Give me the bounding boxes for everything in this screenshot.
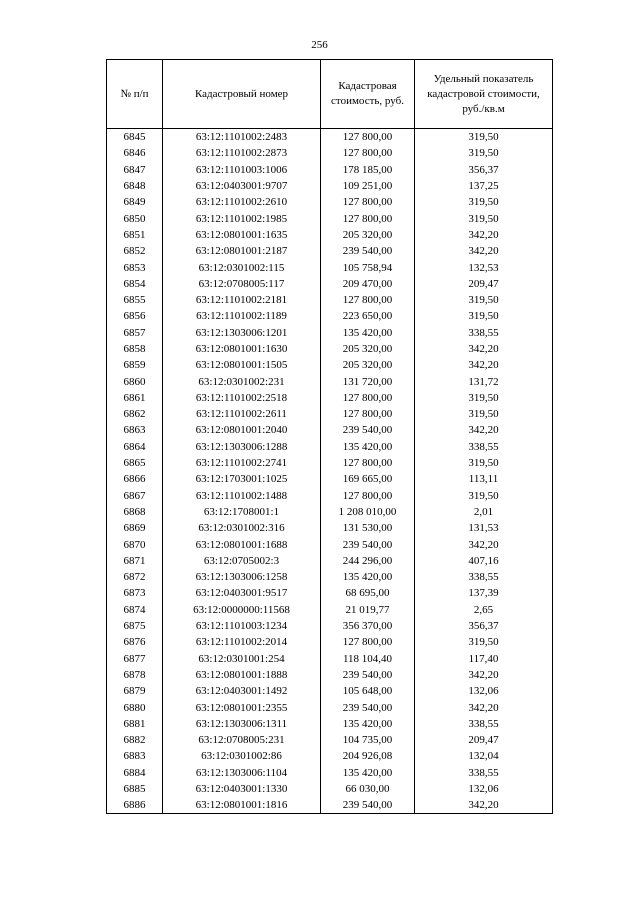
cadastral-number: 63:12:1101002:2610: [163, 194, 321, 210]
cadastral-value: 205 320,00: [321, 357, 415, 373]
specific-value: 319,50: [415, 634, 553, 650]
cadastral-value: 205 320,00: [321, 227, 415, 243]
table-row: [107, 243, 553, 259]
cadastral-value: 239 540,00: [321, 797, 415, 814]
specific-value: 2,01: [415, 504, 553, 520]
table-body: [107, 129, 553, 814]
cadastral-value: 239 540,00: [321, 243, 415, 259]
table-row: [107, 422, 553, 438]
cadastral-number: 63:12:0301002:115: [163, 259, 321, 275]
row-num: 6870: [107, 536, 163, 552]
table-row: [107, 618, 553, 634]
table-row: [107, 471, 553, 487]
row-num: 6868: [107, 504, 163, 520]
row-num: 6880: [107, 699, 163, 715]
cadastral-number: 63:12:0801001:1688: [163, 536, 321, 552]
row-num: 6885: [107, 781, 163, 797]
specific-value: 342,20: [415, 536, 553, 552]
cadastral-value: 127 800,00: [321, 194, 415, 210]
cadastral-value: 239 540,00: [321, 667, 415, 683]
row-num: 6857: [107, 325, 163, 341]
cadastral-number: 63:12:1101002:2611: [163, 406, 321, 422]
row-num: 6845: [107, 129, 163, 146]
specific-value: 342,20: [415, 341, 553, 357]
specific-value: 319,50: [415, 455, 553, 471]
specific-value: 342,20: [415, 357, 553, 373]
cadastral-number: 63:12:0708005:117: [163, 276, 321, 292]
cadastral-value: 135 420,00: [321, 765, 415, 781]
specific-value: 319,50: [415, 129, 553, 146]
cadastral-number: 63:12:1101002:1985: [163, 210, 321, 226]
specific-value: 342,20: [415, 422, 553, 438]
row-num: 6856: [107, 308, 163, 324]
row-num: 6871: [107, 553, 163, 569]
table-row: [107, 699, 553, 715]
row-num: 6862: [107, 406, 163, 422]
row-num: 6851: [107, 227, 163, 243]
cadastral-number: 63:12:0301001:254: [163, 651, 321, 667]
cadastral-value: 127 800,00: [321, 634, 415, 650]
cadastral-number: 63:12:0801001:1630: [163, 341, 321, 357]
specific-value: 342,20: [415, 667, 553, 683]
table-row: [107, 406, 553, 422]
cadastral-value: 127 800,00: [321, 406, 415, 422]
cadastral-number: 63:12:1303006:1104: [163, 765, 321, 781]
cadastral-number: 63:12:0801001:1816: [163, 797, 321, 814]
row-num: 6850: [107, 210, 163, 226]
row-num: 6877: [107, 651, 163, 667]
specific-value: 132,04: [415, 748, 553, 764]
table-row: [107, 683, 553, 699]
cadastral-value: 109 251,00: [321, 178, 415, 194]
cadastral-number: 63:12:1101002:2181: [163, 292, 321, 308]
row-num: 6864: [107, 439, 163, 455]
table-row: [107, 634, 553, 650]
specific-value: 137,25: [415, 178, 553, 194]
row-num: 6874: [107, 602, 163, 618]
table-row: [107, 129, 553, 146]
specific-value: 342,20: [415, 797, 553, 814]
table-header-row: [107, 60, 553, 129]
row-num: 6848: [107, 178, 163, 194]
row-num: 6879: [107, 683, 163, 699]
cadastral-value: 68 695,00: [321, 585, 415, 601]
specific-value: 319,50: [415, 308, 553, 324]
row-num: 6855: [107, 292, 163, 308]
row-num: 6847: [107, 162, 163, 178]
cadastral-number: 63:12:1101002:2741: [163, 455, 321, 471]
specific-value: 319,50: [415, 406, 553, 422]
table-row: [107, 716, 553, 732]
cadastral-value: 131 720,00: [321, 373, 415, 389]
cadastral-value: 127 800,00: [321, 390, 415, 406]
specific-value: 132,06: [415, 683, 553, 699]
specific-value: 132,06: [415, 781, 553, 797]
cadastral-value: 178 185,00: [321, 162, 415, 178]
header-specific-value: Удельный показатель кадастровой стоимости, руб./кв.м: [415, 60, 553, 129]
cadastral-value: 105 758,94: [321, 259, 415, 275]
cadastral-number: 63:12:1101003:1006: [163, 162, 321, 178]
table-row: [107, 667, 553, 683]
cadastral-value: 239 540,00: [321, 536, 415, 552]
specific-value: 319,50: [415, 390, 553, 406]
cadastral-number: 63:12:0403001:9707: [163, 178, 321, 194]
row-num: 6872: [107, 569, 163, 585]
table-row: [107, 341, 553, 357]
row-num: 6863: [107, 422, 163, 438]
cadastral-number: 63:12:1708001:1: [163, 504, 321, 520]
cadastral-value: 21 019,77: [321, 602, 415, 618]
cadastral-value: 205 320,00: [321, 341, 415, 357]
table-row: [107, 194, 553, 210]
cadastral-value: 127 800,00: [321, 145, 415, 161]
cadastral-number: 63:12:0301002:316: [163, 520, 321, 536]
specific-value: 338,55: [415, 716, 553, 732]
specific-value: 113,11: [415, 471, 553, 487]
table-row: [107, 455, 553, 471]
cadastral-value: 223 650,00: [321, 308, 415, 324]
specific-value: 209,47: [415, 732, 553, 748]
cadastral-value: 239 540,00: [321, 422, 415, 438]
cadastral-value: 127 800,00: [321, 129, 415, 146]
cadastral-value: 127 800,00: [321, 292, 415, 308]
table-row: [107, 259, 553, 275]
specific-value: 338,55: [415, 325, 553, 341]
row-num: 6861: [107, 390, 163, 406]
specific-value: 338,55: [415, 765, 553, 781]
row-num: 6878: [107, 667, 163, 683]
cadastral-number: 63:12:1101003:1234: [163, 618, 321, 634]
table-row: [107, 488, 553, 504]
table-row: [107, 162, 553, 178]
row-num: 6882: [107, 732, 163, 748]
row-num: 6876: [107, 634, 163, 650]
table-row: [107, 276, 553, 292]
row-num: 6873: [107, 585, 163, 601]
cadastral-value: 135 420,00: [321, 569, 415, 585]
table-row: [107, 797, 553, 814]
table-row: [107, 178, 553, 194]
table-row: [107, 439, 553, 455]
table-row: [107, 504, 553, 520]
cadastral-value: 66 030,00: [321, 781, 415, 797]
row-num: 6886: [107, 797, 163, 814]
cadastral-value: 135 420,00: [321, 325, 415, 341]
table-row: [107, 292, 553, 308]
table-row: [107, 520, 553, 536]
specific-value: 319,50: [415, 194, 553, 210]
cadastral-number: 63:12:0000000:11568: [163, 602, 321, 618]
cadastral-value: 135 420,00: [321, 439, 415, 455]
row-num: 6865: [107, 455, 163, 471]
specific-value: 209,47: [415, 276, 553, 292]
specific-value: 342,20: [415, 227, 553, 243]
specific-value: 342,20: [415, 699, 553, 715]
table-row: [107, 569, 553, 585]
cadastral-value: 127 800,00: [321, 488, 415, 504]
cadastral-number: 63:12:1303006:1311: [163, 716, 321, 732]
specific-value: 117,40: [415, 651, 553, 667]
row-num: 6883: [107, 748, 163, 764]
cadastral-number: 63:12:0301002:231: [163, 373, 321, 389]
specific-value: 319,50: [415, 210, 553, 226]
table-row: [107, 390, 553, 406]
row-num: 6854: [107, 276, 163, 292]
header-num: № п/п: [107, 60, 163, 129]
row-num: 6846: [107, 145, 163, 161]
cadastral-number: 63:12:0801001:1888: [163, 667, 321, 683]
cadastral-number: 63:12:1101002:2014: [163, 634, 321, 650]
specific-value: 407,16: [415, 553, 553, 569]
row-num: 6881: [107, 716, 163, 732]
specific-value: 131,53: [415, 520, 553, 536]
cadastral-table: [106, 59, 553, 814]
header-cadastral-number: Кадастровый номер: [163, 60, 321, 129]
cadastral-value: 104 735,00: [321, 732, 415, 748]
cadastral-number: 63:12:1101002:2873: [163, 145, 321, 161]
cadastral-number: 63:12:0403001:1330: [163, 781, 321, 797]
cadastral-number: 63:12:0403001:9517: [163, 585, 321, 601]
row-num: 6875: [107, 618, 163, 634]
table-row: [107, 357, 553, 373]
table-row: [107, 308, 553, 324]
row-num: 6869: [107, 520, 163, 536]
row-num: 6853: [107, 259, 163, 275]
table-row: [107, 145, 553, 161]
cadastral-value: 105 648,00: [321, 683, 415, 699]
table-row: [107, 781, 553, 797]
specific-value: 338,55: [415, 569, 553, 585]
cadastral-value: 135 420,00: [321, 716, 415, 732]
cadastral-value: 118 104,40: [321, 651, 415, 667]
specific-value: 319,50: [415, 145, 553, 161]
cadastral-number: 63:12:0801001:1635: [163, 227, 321, 243]
row-num: 6858: [107, 341, 163, 357]
specific-value: 342,20: [415, 243, 553, 259]
cadastral-value: 131 530,00: [321, 520, 415, 536]
cadastral-number: 63:12:0705002:3: [163, 553, 321, 569]
table-row: [107, 227, 553, 243]
table-row: [107, 373, 553, 389]
cadastral-value: 127 800,00: [321, 455, 415, 471]
table-row: [107, 210, 553, 226]
table-row: [107, 553, 553, 569]
table-row: [107, 732, 553, 748]
row-num: 6849: [107, 194, 163, 210]
cadastral-value: 1 208 010,00: [321, 504, 415, 520]
table-row: [107, 536, 553, 552]
specific-value: 356,37: [415, 162, 553, 178]
cadastral-value: 169 665,00: [321, 471, 415, 487]
row-num: 6860: [107, 373, 163, 389]
row-num: 6867: [107, 488, 163, 504]
specific-value: 319,50: [415, 292, 553, 308]
row-num: 6866: [107, 471, 163, 487]
specific-value: 137,39: [415, 585, 553, 601]
page-number: 256: [311, 39, 328, 51]
cadastral-number: 63:12:1303006:1288: [163, 439, 321, 455]
table-row: [107, 765, 553, 781]
cadastral-number: 63:12:1703001:1025: [163, 471, 321, 487]
table-row: [107, 651, 553, 667]
cadastral-number: 63:12:1101002:2483: [163, 129, 321, 146]
table-row: [107, 602, 553, 618]
cadastral-number: 63:12:0801001:1505: [163, 357, 321, 373]
cadastral-number: 63:12:0708005:231: [163, 732, 321, 748]
cadastral-number: 63:12:0403001:1492: [163, 683, 321, 699]
cadastral-number: 63:12:0801001:2355: [163, 699, 321, 715]
specific-value: 131,72: [415, 373, 553, 389]
cadastral-value: 209 470,00: [321, 276, 415, 292]
cadastral-number: 63:12:1101002:1488: [163, 488, 321, 504]
specific-value: 338,55: [415, 439, 553, 455]
cadastral-value: 356 370,00: [321, 618, 415, 634]
row-num: 6884: [107, 765, 163, 781]
cadastral-number: 63:12:0301002:86: [163, 748, 321, 764]
cadastral-value: 127 800,00: [321, 210, 415, 226]
cadastral-value: 239 540,00: [321, 699, 415, 715]
cadastral-number: 63:12:1303006:1201: [163, 325, 321, 341]
specific-value: 132,53: [415, 259, 553, 275]
specific-value: 319,50: [415, 488, 553, 504]
cadastral-number: 63:12:1101002:2518: [163, 390, 321, 406]
cadastral-number: 63:12:1303006:1258: [163, 569, 321, 585]
table-row: [107, 325, 553, 341]
specific-value: 356,37: [415, 618, 553, 634]
row-num: 6859: [107, 357, 163, 373]
cadastral-value: 244 296,00: [321, 553, 415, 569]
table-row: [107, 748, 553, 764]
specific-value: 2,65: [415, 602, 553, 618]
cadastral-value: 204 926,08: [321, 748, 415, 764]
row-num: 6852: [107, 243, 163, 259]
cadastral-number: 63:12:1101002:1189: [163, 308, 321, 324]
cadastral-number: 63:12:0801001:2187: [163, 243, 321, 259]
cadastral-number: 63:12:0801001:2040: [163, 422, 321, 438]
header-cadastral-value: Кадастровая стоимость, руб.: [321, 60, 415, 129]
table-row: [107, 585, 553, 601]
